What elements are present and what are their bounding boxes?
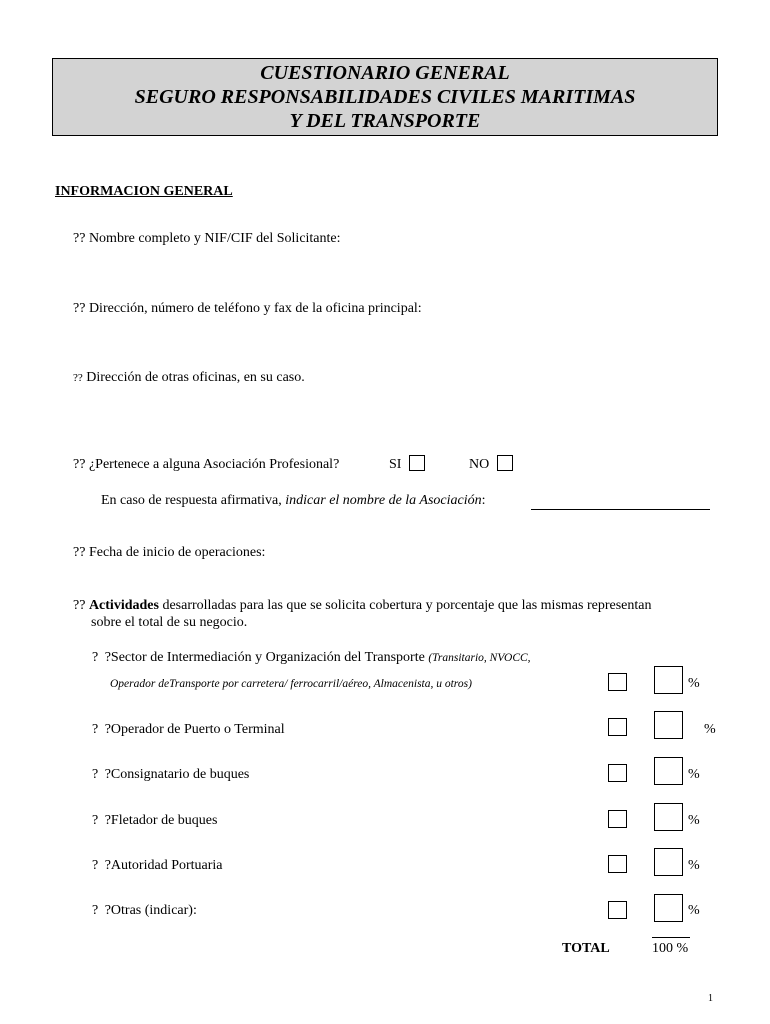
title-line-1: CUESTIONARIO GENERAL [260,62,510,84]
activity-percentage-field[interactable] [654,711,683,739]
activity-label: ?Consignatario de buques [104,767,250,782]
bullet-marker: ?? [73,545,86,560]
activity-checkbox[interactable] [608,764,627,782]
question-other-offices [73,370,305,386]
bullet-marker: ? [92,722,99,737]
question-activities [73,598,651,614]
activity-note: (Transitario, NVOCC, [428,652,531,664]
activity-checkbox[interactable] [608,901,627,919]
si-label: SI [389,457,402,472]
activity-checkbox[interactable] [608,718,627,736]
activity-percentage-field[interactable] [654,757,683,785]
document-title [52,58,718,136]
activity-percentage-field[interactable] [654,666,683,694]
question-activities-line2: sobre el total de su negocio. [91,615,248,630]
question-address [73,301,422,317]
page-number: 1 [708,993,713,1004]
activity-checkbox[interactable] [608,855,627,873]
activities-bold: Actividades [88,598,159,613]
activity-label: ?Operador de Puerto o Terminal [104,722,285,737]
question-full-name [73,231,341,247]
bullet-marker: ? [92,813,99,828]
percent-sign: % [688,903,700,918]
question-text: Nombre completo y NIF/CIF del Solicitante: [88,231,341,246]
total-value: 100 % [652,941,689,956]
total-label: TOTAL [562,941,610,956]
activity-label: ?Fletador de buques [104,813,218,828]
bullet-marker: ?? [73,457,86,472]
activity-percentage-field[interactable] [654,848,683,876]
question-text: desarrolladas para las que se solicita cobertura y porcentaje que las mismas representan [158,598,652,613]
percent-sign: % [688,813,700,828]
bullet-marker: ?? [73,598,86,613]
no-label: NO [469,457,490,472]
activity-row-port-authority [92,858,223,874]
bullet-marker: ? [92,903,99,918]
activity-row-intermediation [92,650,531,666]
activity-label: ?Otras (indicar): [104,903,197,918]
followup-suffix: : [481,493,486,508]
si-checkbox[interactable] [409,455,425,471]
question-text: ¿Pertenece a alguna Asociación Profesional? [88,457,340,472]
percent-sign: % [688,767,700,782]
followup-prefix: En caso de respuesta afirmativa, [101,493,286,508]
activity-checkbox[interactable] [608,810,627,828]
activity-percentage-field[interactable] [654,803,683,831]
percent-sign: % [688,676,700,691]
question-text: Fecha de inicio de operaciones: [88,545,266,560]
percent-sign: % [688,858,700,873]
question-start-date [73,545,265,561]
bullet-marker: ? [92,767,99,782]
activity-percentage-field[interactable] [654,894,683,922]
question-text: Dirección, número de teléfono y fax de la oficina principal: [88,301,422,316]
bullet-marker: ? [92,858,99,873]
activity-checkbox[interactable] [608,673,627,691]
question-association [73,457,339,473]
bullet-marker: ? [92,650,99,665]
bullet-marker: ?? [73,301,86,316]
association-name-field[interactable] [531,509,710,510]
activity-note-2: Operador deTransporte por carretera/ ferrocarril/aéreo, Almacenista, u otros) [110,678,472,690]
activity-row-port-operator [92,722,285,738]
followup-italic: indicar el nombre de la Asociación [285,493,482,508]
activity-row-others [92,903,197,919]
bullet-marker: ?? [73,231,86,246]
total-rule [652,937,690,938]
no-checkbox[interactable] [497,455,513,471]
association-followup [101,493,486,509]
activity-label: ?Autoridad Portuaria [104,858,223,873]
title-line-3: Y DEL TRANSPORTE [289,110,481,132]
percent-sign: % [704,722,716,737]
activity-row-ship-agent [92,767,249,783]
bullet-marker: ?? [73,372,83,384]
section-heading: INFORMACION GENERAL [55,184,233,199]
activity-row-charterer [92,813,217,829]
activity-label: ?Sector de Intermediación y Organización del Transporte [104,650,429,665]
question-text: Dirección de otras oficinas, en su caso. [86,370,305,385]
title-line-2: SEGURO RESPONSABILIDADES CIVILES MARITIMAS [134,86,636,108]
